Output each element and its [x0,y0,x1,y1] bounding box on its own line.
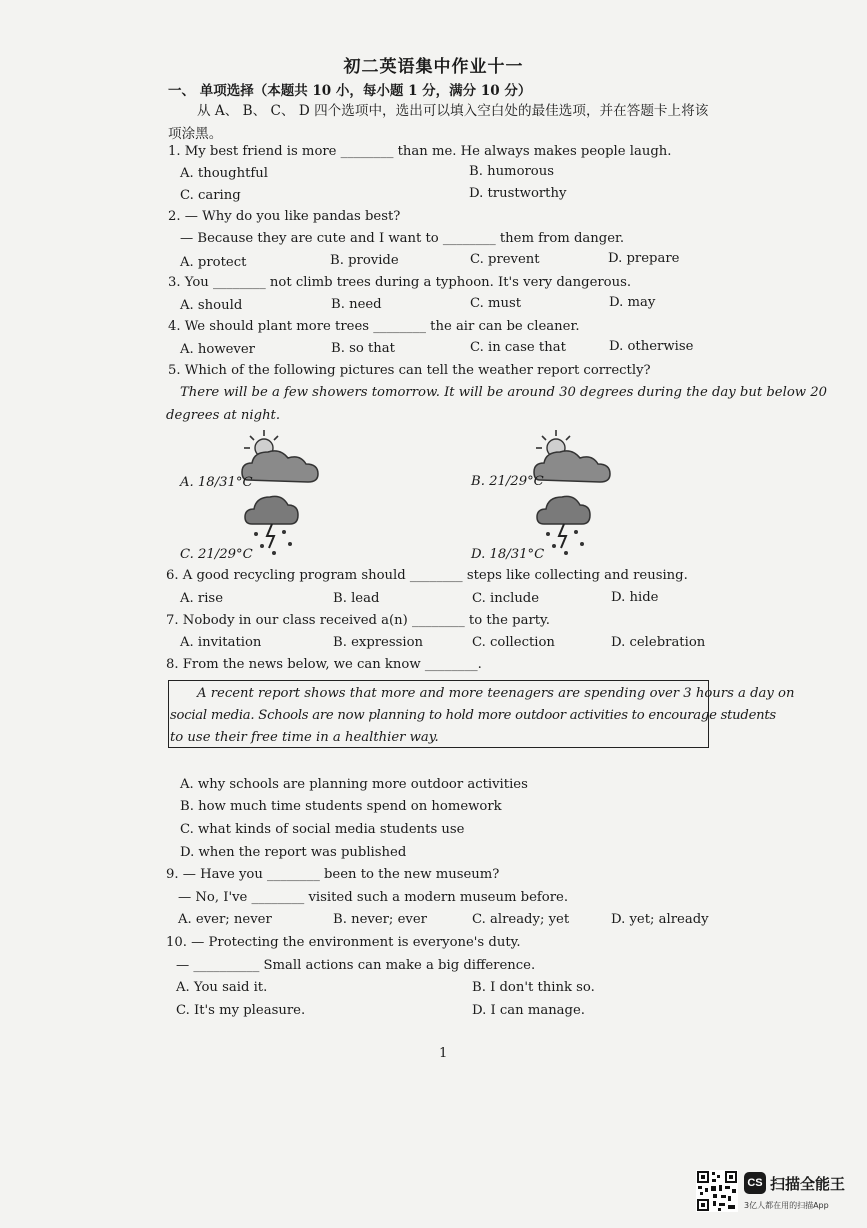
scanner-tagline: 3亿人都在用的扫描App [744,1201,829,1210]
weather-report-line-2: degrees at night. [166,408,281,423]
news-line-3: to use their free time in a healthier way. [170,730,439,745]
q2-stem: 2. — Why do you like pandas best? [168,209,401,224]
q7-option-c: C. collection [472,635,555,650]
camscanner-logo-badge: CS [744,1172,766,1194]
q9-option-a: A. ever; never [178,912,272,927]
q10-stem: 10. — Protecting the environment is everyone's duty. [166,935,521,950]
q8-option-c: C. what kinds of social media students use [180,822,465,837]
q6-option-c: C. include [472,591,540,606]
q8-option-b: B. how much time students spend on homework [180,799,502,814]
sun-behind-cloud-icon [532,428,614,488]
weather-report-line-1: There will be a few showers tomorrow. It will be around 30 degrees during the day but below 20 [180,385,828,400]
scanner-brand-name: 扫描全能王 [770,1175,846,1193]
q3-option-d: D. may [609,295,656,310]
q3-stem: 3. You ________ not climb trees during a typhoon. It's very dangerous. [168,275,632,290]
q10-option-b: B. I don't think so. [472,980,595,995]
q6-option-b: B. lead [333,591,380,606]
q3-option-b: B. need [331,297,382,312]
q7-option-b: B. expression [333,635,424,650]
instruction-line-1: 从 A、 B、 C、 D 四个选项中，选出可以填入空白处的最佳选项，并在答题卡上将该 [197,103,709,119]
q7-stem: 7. Nobody in our class received a(n) ________ to the party. [166,613,550,628]
q7-option-d: D. celebration [611,635,706,650]
q8-option-d: D. when the report was published [180,845,407,860]
q7-option-a: A. invitation [180,635,262,650]
news-line-2: social media. Schools are now planning to hold more outdoor activities to encourage students [170,708,776,723]
q6-stem: 6. A good recycling program should ________ steps like collecting and reusing. [166,568,688,583]
q1-stem: 1. My best friend is more ________ than me. He always makes people laugh. [168,144,672,159]
q4-option-c: C. in case that [470,340,566,355]
q4-option-b: B. so that [331,341,395,356]
q8-stem: 8. From the news below, we can know ________. [166,657,482,672]
q2-option-d: D. prepare [608,251,680,266]
q10-option-c: C. It's my pleasure. [176,1003,306,1018]
section-heading: 一、 单项选择（本题共 10 小，每小题 1 分，满分 10 分） [168,83,532,99]
thunderstorm-rain-icon [536,490,592,556]
q2-option-a: A. protect [180,255,247,270]
q10-option-a: A. You said it. [176,980,268,995]
q4-option-a: A. however [180,342,255,357]
q10-stem-reply: — __________ Small actions can make a big difference. [176,958,536,973]
q4-stem: 4. We should plant more trees ________ the air can be cleaner. [168,319,580,334]
q6-option-d: D. hide [611,590,659,605]
q9-stem: 9. — Have you ________ been to the new museum? [166,867,500,882]
qr-code-icon [696,1170,738,1212]
q5-option-a: A. 18/31°C [180,475,253,490]
q9-stem-reply: — No, I've ________ visited such a modern museum before. [178,890,569,905]
q3-option-c: C. must [470,296,522,311]
news-box [168,680,795,748]
news-line-1: A recent report shows that more and more teenagers are spending over 3 hours a day on [197,686,795,701]
q3-option-a: A. should [180,298,243,313]
q6-option-a: A. rise [180,591,224,606]
q1-option-a: A. thoughtful [180,166,268,181]
q5-option-d: D. 18/31°C [471,547,545,562]
q9-option-d: D. yet; already [611,912,709,927]
q2-option-b: B. provide [330,253,399,268]
instruction-line-2: 项涂黑。 [168,126,223,142]
q2-option-c: C. prevent [470,252,540,267]
q8-option-a: A. why schools are planning more outdoor activities [180,777,528,792]
q1-option-c: C. caring [180,188,241,203]
q5-option-c: C. 21/29°C [180,547,253,562]
q10-option-d: D. I can manage. [472,1003,585,1018]
q9-option-b: B. never; ever [333,912,427,927]
page-number: 1 [439,1046,448,1061]
q2-stem-reply: — Because they are cute and I want to ________ them from danger. [180,231,625,246]
q5-option-b: B. 21/29°C [471,474,544,489]
q9-option-c: C. already; yet [472,912,570,927]
q1-option-b: B. humorous [469,164,555,179]
q1-option-d: D. trustworthy [469,186,567,201]
page-title: 初二英语集中作业十一 [343,57,524,77]
q5-stem: 5. Which of the following pictures can tell the weather report correctly? [168,363,651,378]
q4-option-d: D. otherwise [609,339,694,354]
